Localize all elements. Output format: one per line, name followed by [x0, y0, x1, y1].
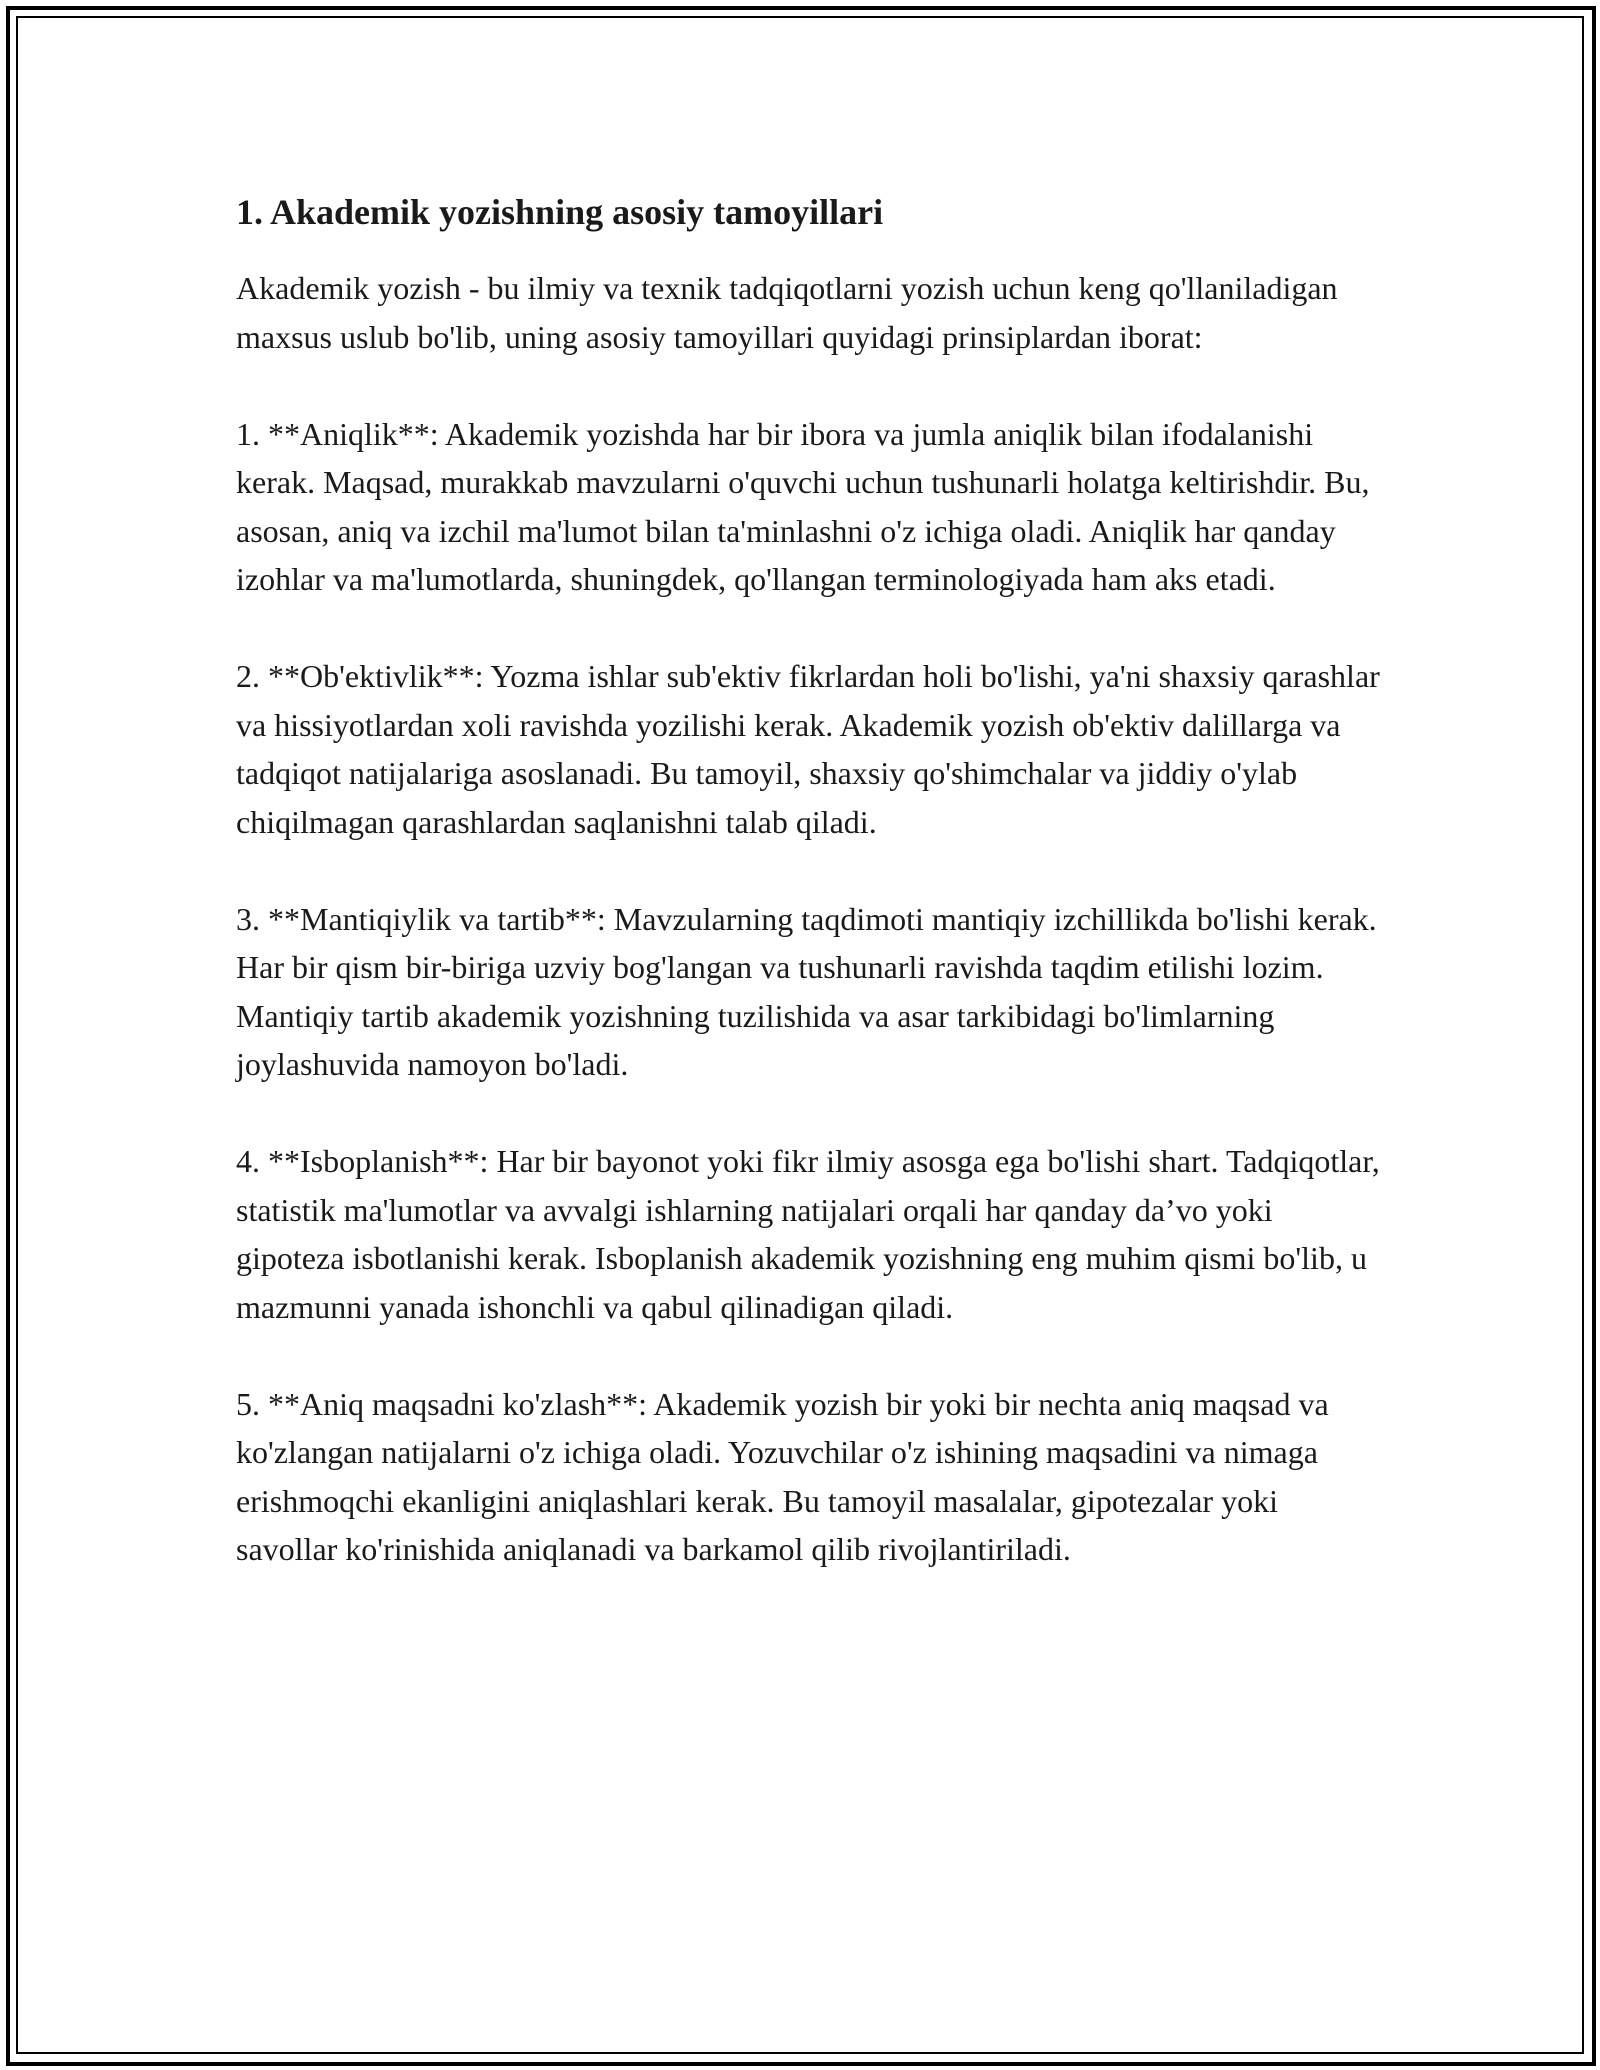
principle-paragraph-2: 2. **Ob'ektivlik**: Yozma ishlar sub'ektiv fikrlardan holi bo'lishi, ya'ni shaxsiy qarashlar va hissiyotlardan xoli ravishda yozilishi kerak. Akademik yozish ob'ektiv dalillarga va tadqiqot natijalariga asoslanadi. Bu tamoyil, shaxsiy qo'shimchalar va jiddiy o'ylab chiqilmagan qarashlardan saqlanishni talab qiladi.	[236, 658, 1380, 840]
principle-paragraph-5: 5. **Aniq maqsadni ko'zlash**: Akademik yozish bir yoki bir nechta aniq maqsad va ko'zlangan natijalarni o'z ichiga oladi. Yozuvchilar o'z ishining maqsadini va nimaga erishmoqchi ekanligini aniqlashlari kerak. Bu tamoyil masalalar, gipotezalar yoki savollar ko'rinishida aniqlanadi va barkamol qilib rivojlantiriladi.	[236, 1385, 1329, 1567]
principle-paragraph-4: 4. **Isboplanish**: Har bir bayonot yoki fikr ilmiy asosga ega bo'lishi shart. Tadqiqotlar, statistik ma'lumotlar va avvalgi ishlarning natijalari orqali har qanday da’vo yoki gipoteza isbotlanishi kerak. Isboplanish akademik yozishning eng muhim qismi bo'lib, u mazmunni yanada ishonchli va qabul qilinadigan qiladi.	[236, 1143, 1380, 1325]
document-title: 1. Akademik yozishning asosiy tamoyillari	[236, 192, 884, 232]
principle-paragraph-1: 1. **Aniqlik**: Akademik yozishda har bir ibora va jumla aniqlik bilan ifodalanishi kerak. Maqsad, murakkab mavzularni o'quvchi uchun tushunarli holatga keltirishdir. Bu, asosan, aniq va izchil ma'lumot bilan ta'minlashni o'z ichiga oladi. Aniqlik har qanday izohlar va ma'lumotlarda, shuningdek, qo'llangan terminologiyada ham aks etadi.	[236, 415, 1370, 597]
principle-paragraph-3: 3. **Mantiqiylik va tartib**: Mavzularning taqdimoti mantiqiy izchillikda bo'lishi kerak. Har bir qism bir-biriga uzviy bog'langan va tushunarli ravishda taqdim etilishi lozim. Mantiqiy tartib akademik yozishning tuzilishida va asar tarkibidagi bo'limlarning joylashuvida namoyon bo'ladi.	[236, 900, 1377, 1082]
document-body	[236, 186, 1386, 1622]
intro-paragraph: Akademik yozish - bu ilmiy va texnik tadqiqotlarni yozish uchun keng qo'llaniladigan maxsus uslub bo'lib, uning asosiy tamoyillari quyidagi prinsiplardan iborat:	[236, 270, 1338, 355]
